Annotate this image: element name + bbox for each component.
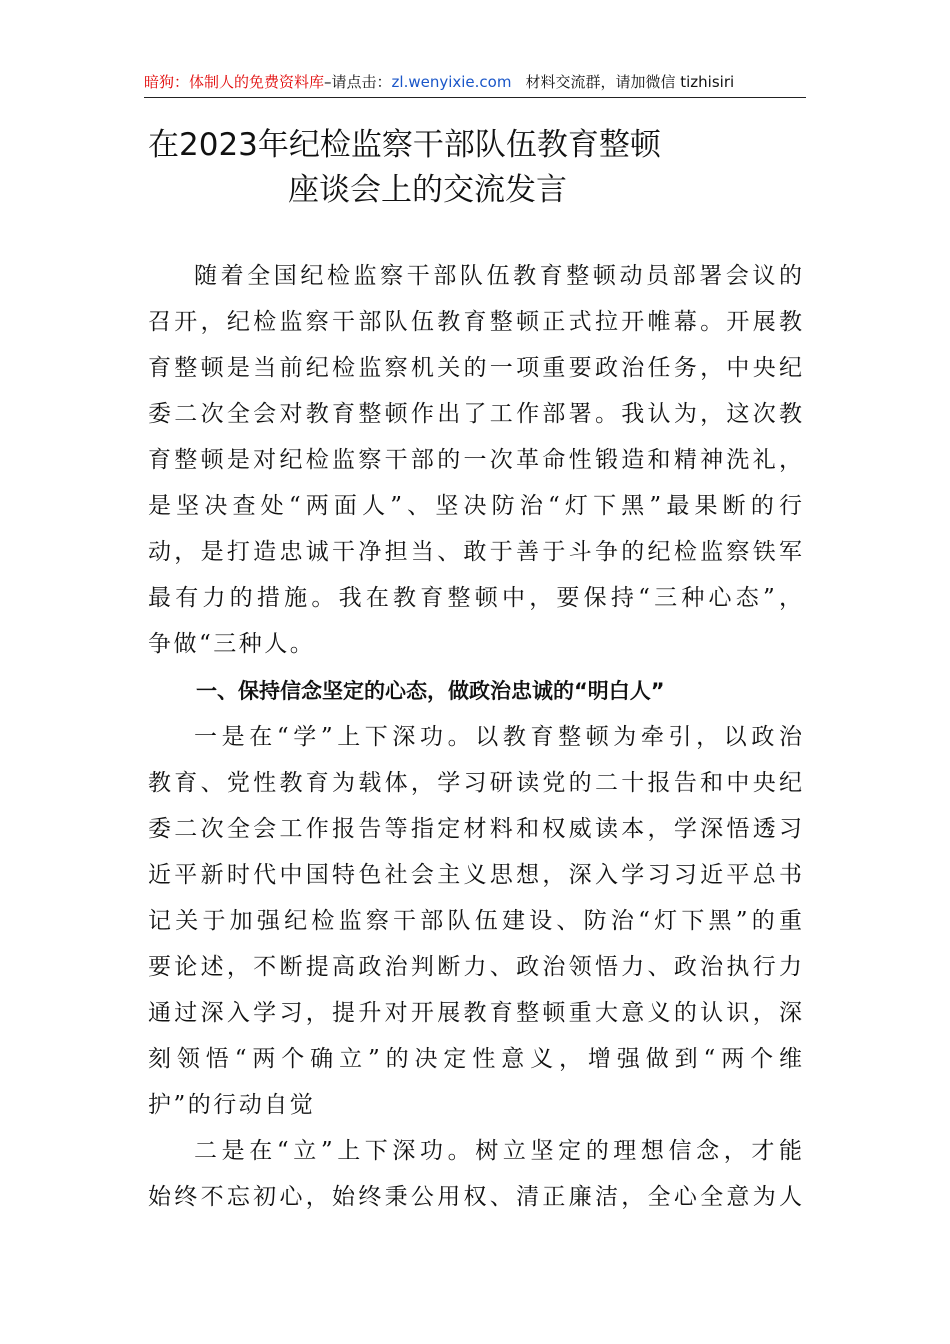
body-line: 通过深入学习，提升对开展教育整顿重大意义的认识，深 [148, 1000, 802, 1026]
watermark-header [144, 68, 806, 96]
body-line: 教育、党性教育为载体，学习研读党的二十报告和中央纪 [148, 770, 802, 796]
body-line: 动，是打造忠诚干净担当、敢于善于斗争的纪检监察铁军 [148, 539, 802, 565]
body-line: 随着全国纪检监察干部队伍教育整顿动员部署会议的 [194, 263, 802, 289]
header-click-prompt: –请点击： [324, 73, 392, 91]
document-title-line-2: 座谈会上的交流发言 [288, 172, 567, 208]
body-line: 委二次全会对教育整顿作出了工作部署。我认为，这次教 [148, 401, 802, 427]
body-line: 育整顿是对纪检监察干部的一次革命性锻造和精神洗礼， [148, 447, 802, 473]
body-line: 委二次全会工作报告等指定材料和权威读本，学深悟透习 [148, 816, 802, 842]
body-line: 刻领悟“两个确立”的决定性意义，增强做到“两个维 [148, 1046, 802, 1072]
section-heading-1: 一、保持信念坚定的心态，做政治忠诚的“明白人” [196, 679, 665, 703]
body-line: 二是在“立”上下深功。树立坚定的理想信念，才能 [194, 1138, 802, 1164]
body-line: 争做“三种人。 [148, 631, 316, 657]
body-line: 始终不忘初心，始终秉公用权、清正廉洁，全心全意为人 [148, 1184, 802, 1210]
body-line: 是坚决查处“两面人”、坚决防治“灯下黑”最果断的行 [148, 493, 802, 519]
body-line: 近平新时代中国特色社会主义思想，深入学习习近平总书 [148, 862, 802, 888]
body-line: 育整顿是当前纪检监察机关的一项重要政治任务，中央纪 [148, 355, 802, 381]
document-title-line-1: 在2023年纪检监察干部队伍教育整顿 [148, 127, 661, 163]
body-line: 召开，纪检监察干部队伍教育整顿正式拉开帷幕。开展教 [148, 309, 802, 335]
body-line: 最有力的措施。我在教育整顿中，要保持“三种心态”， [148, 585, 802, 611]
header-url-link[interactable]: zl.wenyixie.com [391, 73, 512, 91]
header-wechat-note: 材料交流群，请加微信 tizhisiri [525, 73, 735, 91]
header-site-name: 暗狗：体制人的免费资料库 [144, 73, 325, 91]
body-line: 记关于加强纪检监察干部队伍建设、防治“灯下黑”的重 [148, 908, 802, 934]
body-line: 护”的行动自觉 [148, 1092, 316, 1118]
header-divider [144, 97, 806, 98]
body-line: 要论述，不断提高政治判断力、政治领悟力、政治执行力 [148, 954, 802, 980]
body-line: 一是在“学”上下深功。以教育整顿为牵引，以政治 [194, 724, 802, 750]
